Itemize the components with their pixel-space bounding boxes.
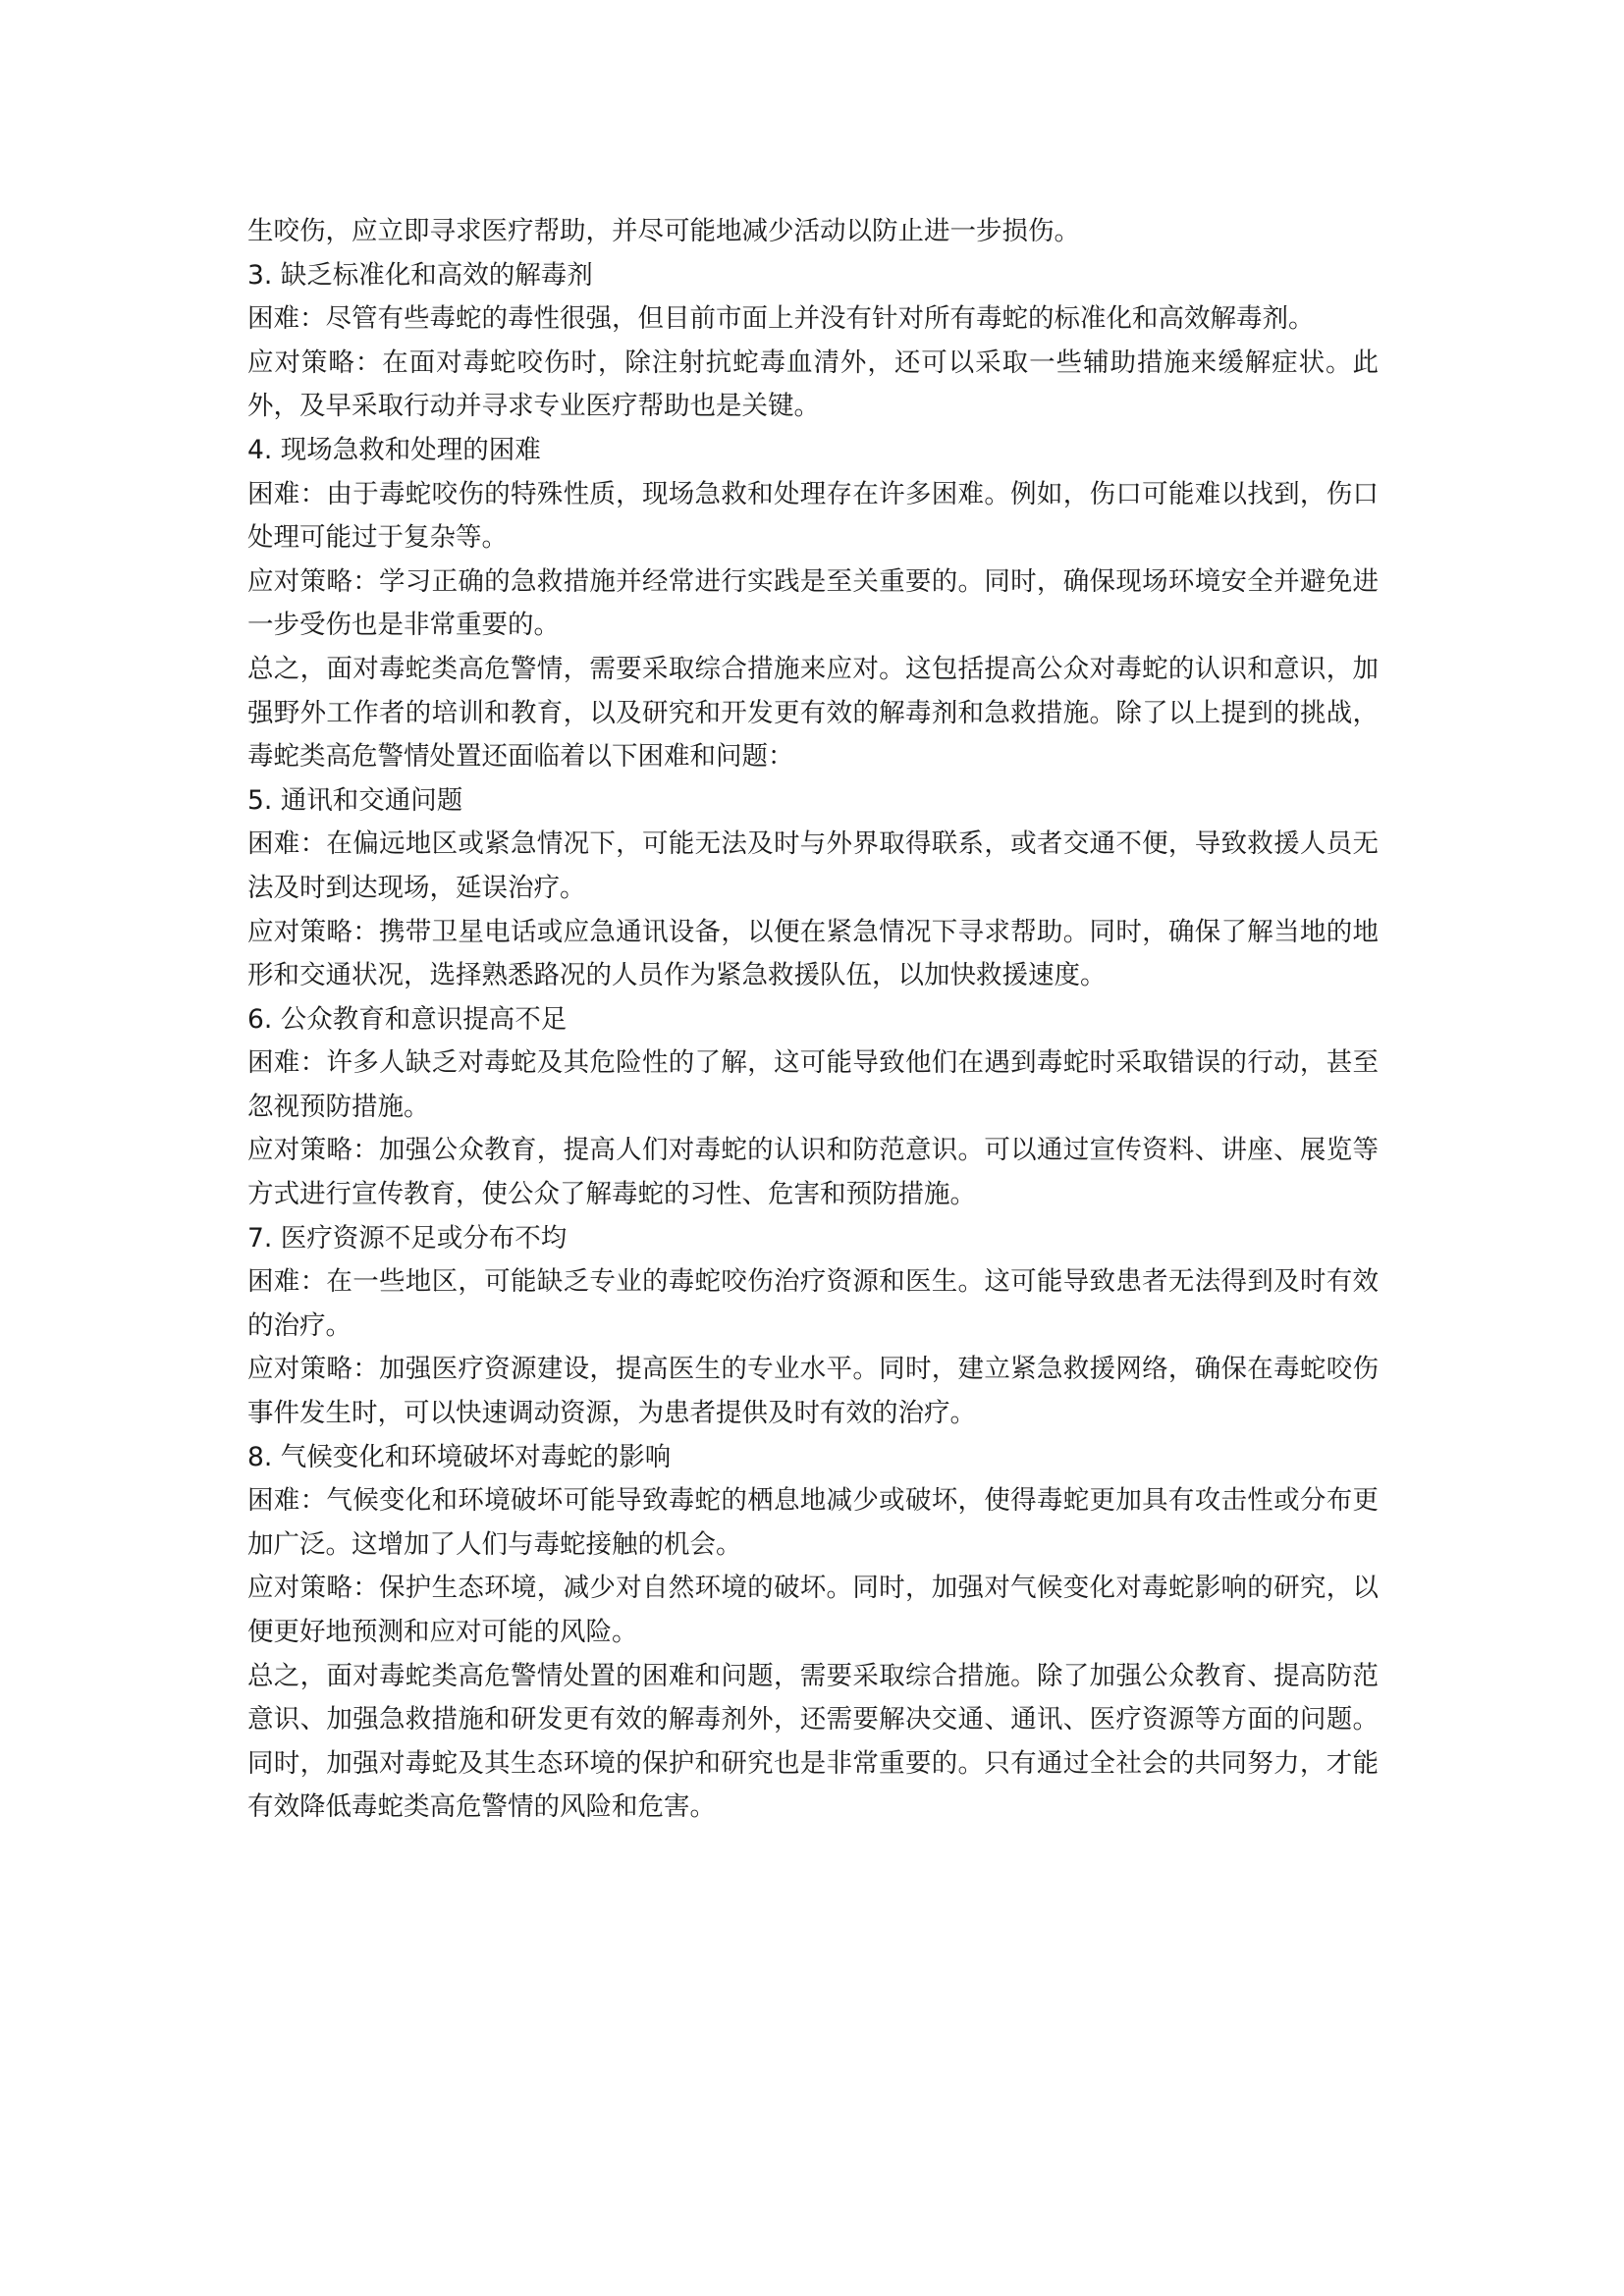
summary-paragraph-1: 总之，面对毒蛇类高危警情，需要采取综合措施来应对。这包括提高公众对毒蛇的认识和意识，加强野外工作者的培训和教育，以及研究和开发更有效的解毒剂和急救措施。除了以上提到的挑战，毒蛇类高危警情处置还面临着以下困难和问题：: [247, 653, 1379, 773]
difficulty-paragraph-7: 困难：在一些地区，可能缺乏专业的毒蛇咬伤治疗资源和医生。这可能导致患者无法得到及时有效的治疗。: [247, 1266, 1379, 1341]
strategy-paragraph-5: 应对策略：携带卫星电话或应急通讯设备，以便在紧急情况下寻求帮助。同时，确保了解当地的地形和交通状况，选择熟悉路况的人员作为紧急救援队伍，以加快救援速度。: [247, 916, 1379, 991]
strategy-paragraph-7: 应对策略：加强医疗资源建设，提高医生的专业水平。同时，建立紧急救援网络，确保在毒蛇咬伤事件发生时，可以快速调动资源，为患者提供及时有效的治疗。: [247, 1354, 1379, 1429]
strategy-paragraph-3: 应对策略：在面对毒蛇咬伤时，除注射抗蛇毒血清外，还可以采取一些辅助措施来缓解症状。此外，及早采取行动并寻求专业医疗帮助也是关键。: [247, 347, 1379, 422]
section-heading-8: 8. 气候变化和环境破坏对毒蛇的影响: [247, 1441, 672, 1472]
difficulty-paragraph-3: 困难：尽管有些毒蛇的毒性很强，但目前市面上并没有针对所有毒蛇的标准化和高效解毒剂。: [247, 303, 1315, 335]
strategy-paragraph-8: 应对策略：保护生态环境，减少对自然环境的破坏。同时，加强对气候变化对毒蛇影响的研究，以便更好地预测和应对可能的风险。: [247, 1573, 1379, 1647]
difficulty-paragraph-5: 困难：在偏远地区或紧急情况下，可能无法及时与外界取得联系，或者交通不便，导致救援人员无法及时到达现场，延误治疗。: [247, 828, 1379, 903]
difficulty-paragraph-4: 困难：由于毒蛇咬伤的特殊性质，现场急救和处理存在许多困难。例如，伤口可能难以找到，伤口处理可能过于复杂等。: [247, 478, 1379, 554]
section-heading-6: 6. 公众教育和意识提高不足: [247, 1003, 568, 1035]
section-heading-4: 4. 现场急救和处理的困难: [247, 434, 541, 465]
difficulty-paragraph-8: 困难：气候变化和环境破坏可能导致毒蛇的栖息地减少或破坏，使得毒蛇更加具有攻击性或分布更加广泛。这增加了人们与毒蛇接触的机会。: [247, 1485, 1379, 1560]
section-heading-7: 7. 医疗资源不足或分布不均: [247, 1222, 568, 1254]
strategy-paragraph-4: 应对策略：学习正确的急救措施并经常进行实践是至关重要的。同时，确保现场环境安全并避免进一步受伤也是非常重要的。: [247, 565, 1379, 641]
summary-paragraph-2: 总之，面对毒蛇类高危警情处置的困难和问题，需要采取综合措施。除了加强公众教育、提高防范意识、加强急救措施和研发更有效的解毒剂外，还需要解决交通、通讯、医疗资源等方面的问题。同时，加强对毒蛇及其生态环境的保护和研究也是非常重要的。只有通过全社会的共同努力，才能有效降低毒蛇类高危警情的风险和危害。: [247, 1660, 1379, 1823]
difficulty-paragraph-6: 困难：许多人缺乏对毒蛇及其危险性的了解，这可能导致他们在遇到毒蛇时采取错误的行动，甚至忽视预防措施。: [247, 1047, 1379, 1122]
paragraph-continuation: 生咬伤，应立即寻求医疗帮助，并尽可能地减少活动以防止进一步损伤。: [247, 216, 1080, 246]
strategy-paragraph-6: 应对策略：加强公众教育，提高人们对毒蛇的认识和防范意识。可以通过宣传资料、讲座、展览等方式进行宣传教育，使公众了解毒蛇的习性、危害和预防措施。: [247, 1135, 1379, 1210]
document-body: [247, 210, 1379, 1830]
section-heading-5: 5. 通讯和交通问题: [247, 784, 463, 816]
section-heading-3: 3. 缺乏标准化和高效的解毒剂: [247, 259, 593, 291]
